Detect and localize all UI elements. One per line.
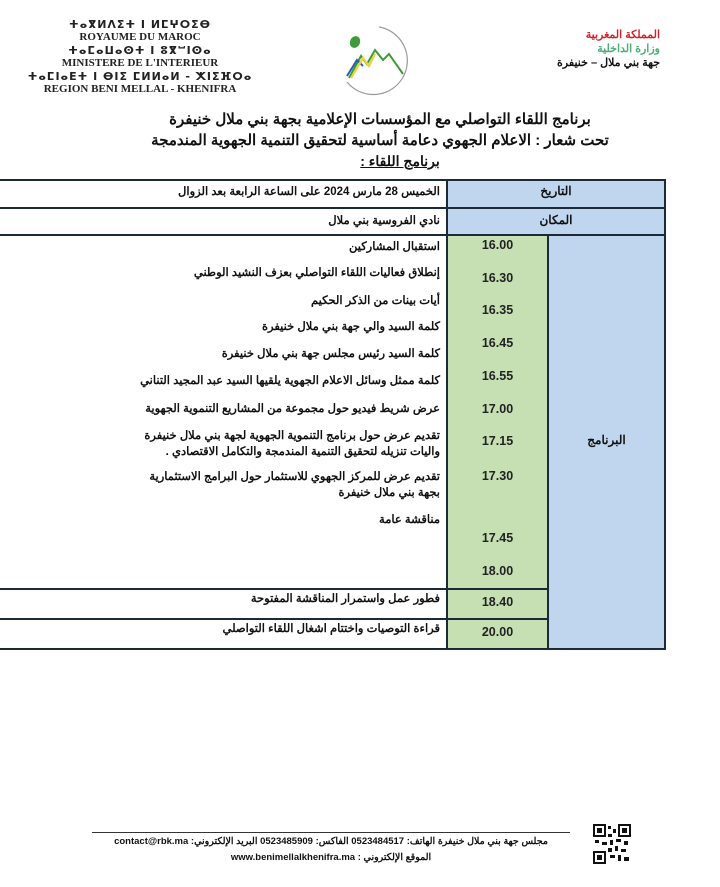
region-fr: REGION BENI MELLAL - KHENIFRA	[43, 83, 237, 95]
date-value: الخميس 28 مارس 2024 على الساعة الرابعة بعد الزوال	[178, 186, 440, 198]
activity: إنطلاق فعاليات اللقاء التواصلي بعزف النشيد الوطني	[193, 267, 440, 279]
program-label: البرنامج	[587, 433, 626, 447]
program-heading: برنامج اللقاء :	[360, 153, 440, 169]
activity: قراءة التوصيات واختتام اشغال اللقاء التواصلي	[222, 623, 440, 635]
kingdom-ar: المملكة المغربية	[585, 29, 660, 41]
date-label: التاريخ	[540, 184, 572, 198]
place-label: المكان	[539, 213, 573, 227]
activity: استقبال المشاركين	[348, 241, 440, 253]
ministry-ar: وزارة الداخلية	[597, 43, 660, 55]
tifinagh-kingdom: ⵜⴰⴳⵍⴷⵉⵜ ⵏ ⵍⵎⵖⵔⵉⴱ	[68, 18, 211, 31]
footer-contact: مجلس جهة بني ملال خنيفرة الهاتف: 0523484517 الفاكس: 0523485909 البريد الإلكتروني: contact@rbk.ma	[114, 836, 548, 847]
activity: تقديم عرض للمركز الجهوي للاستثمار حول البرامج الاستثمارية بجهة بني ملال خنيفرة	[149, 471, 440, 499]
time-slot: 17.15	[481, 434, 514, 448]
activity: تقديم عرض حول برنامج التنموية الجهوية لجهة بني ملال خنيفرة واليات تنزيله لتحقيق التنمية المندمجة والتكامل الاقتصادي .	[144, 430, 440, 458]
time-slot: 16.00	[481, 238, 514, 252]
activity: كلمة السيد والي جهة بني ملال خنيفرة	[261, 321, 440, 333]
left-letterhead	[20, 18, 260, 96]
time-slot: 17.45	[481, 531, 514, 545]
time-slot: 17.30	[481, 469, 514, 483]
tifinagh-region: ⵜⴰⵎⵏⴰⴹⵜ ⵏ ⴱⵏⵉ ⵎⵍⵍⴰⵍ - ⵅⵏⵉⴼⵔⴰ	[27, 70, 253, 83]
activity: فطور عمل واستمرار المناقشة المفتوحة	[250, 593, 440, 605]
place-value: نادي الفروسية بني ملال	[328, 215, 440, 227]
region-logo-icon	[335, 22, 413, 100]
activity: مناقشة عامة	[379, 514, 440, 526]
time-slot: 18.00	[481, 564, 514, 578]
activity: عرض شريط فيديو حول مجموعة من المشاريع التنموية الجهوية	[145, 403, 440, 415]
right-letterhead	[520, 28, 660, 70]
kingdom-fr: ROYAUME DU MAROC	[79, 31, 201, 43]
time-slot: 16.45	[481, 336, 514, 350]
document-title: برنامج اللقاء التواصلي مع المؤسسات الإعلامية بجهة بني ملال خنيفرة	[169, 111, 591, 128]
activity: كلمة ممثل وسائل الاعلام الجهوية يلقيها السيد عبد المجيد التناني	[140, 375, 440, 387]
time-slot: 16.30	[481, 271, 514, 285]
time-slot: 16.35	[481, 303, 514, 317]
tifinagh-ministry: ⵜⴰⵎⴰⵡⴰⵙⵜ ⵏ ⵓⴳⵯⵏⵙⴰ	[68, 44, 212, 57]
activity: كلمة السيد رئيس مجلس جهة بني ملال خنيفرة	[221, 348, 440, 360]
time-slot: 20.00	[481, 625, 514, 639]
time-slot: 17.00	[481, 402, 514, 416]
table-divider-place	[0, 234, 666, 236]
table-divider-break	[0, 588, 548, 590]
time-slot: 18.40	[481, 595, 514, 609]
qr-code-icon	[593, 824, 631, 864]
table-border-right	[664, 179, 666, 650]
document-slogan: تحت شعار : الاعلام الجهوي دعامة أساسية لتحقيق التنمية الجهوية المندمجة	[151, 132, 609, 149]
footer-website: الموقع الإلكتروني : www.benimellalkhenifra.ma	[230, 852, 432, 863]
footer-divider	[92, 832, 570, 833]
table-divider-date	[0, 207, 666, 209]
ministry-fr: MINISTERE DE L'INTERIEUR	[61, 57, 219, 69]
time-slot: 16.55	[481, 369, 514, 383]
activity: أيات بينات من الذكر الحكيم	[310, 295, 440, 307]
region-ar: جهة بني ملال – خنيفرة	[557, 57, 660, 69]
table-border-bottom	[0, 648, 666, 650]
table-divider-close	[0, 618, 548, 620]
table-border-top	[0, 179, 666, 181]
